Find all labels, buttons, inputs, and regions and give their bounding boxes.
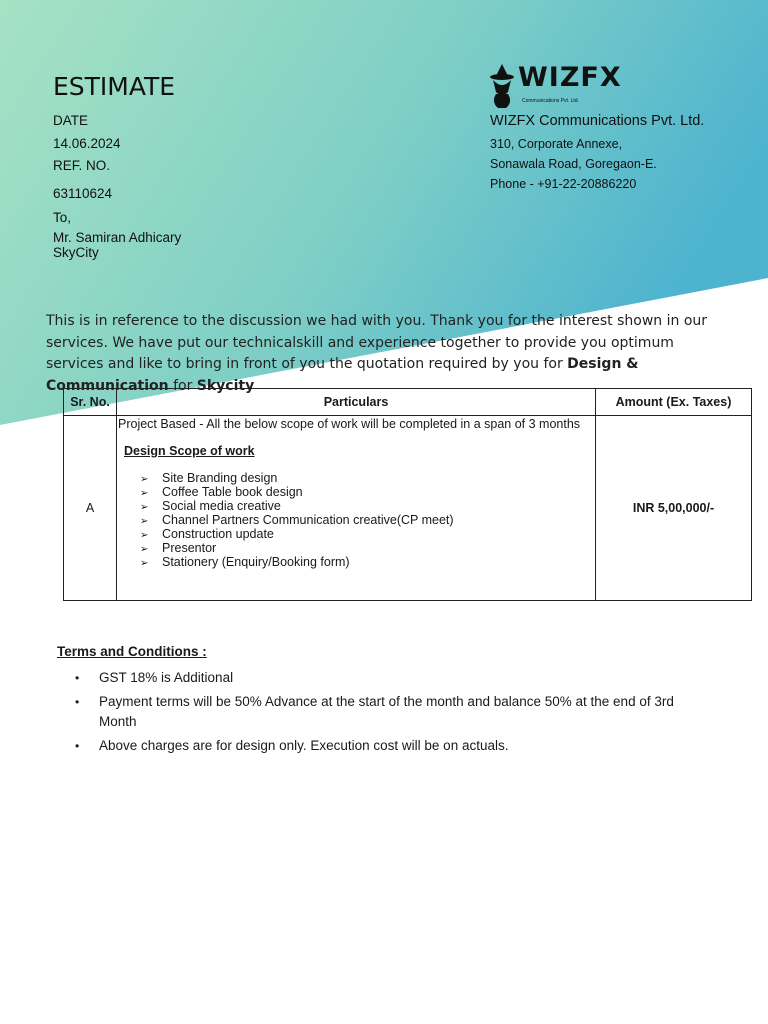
company-logo xyxy=(488,62,622,110)
intro-paragraph xyxy=(46,311,726,397)
company-address-line1: 310, Corporate Annexe, xyxy=(490,137,623,151)
list-item: ➢ Social media creative xyxy=(140,499,281,513)
terms-heading: Terms and Conditions : xyxy=(57,644,207,659)
intro-service: Design & Communication xyxy=(46,356,639,394)
list-item: ➢ Coffee Table book design xyxy=(140,485,303,499)
list-item: ➢ Presentor xyxy=(140,541,217,555)
logo-wordmark: WIZFX xyxy=(518,62,622,93)
document-title: ESTIMATE xyxy=(53,72,176,101)
arrow-bullet-icon: ➢ xyxy=(140,516,149,527)
ref-value: 63110624 xyxy=(53,186,113,201)
list-item: ➢ Stationery (Enquiry/Booking form) xyxy=(140,555,350,569)
scope-title: Design Scope of work xyxy=(124,444,255,458)
arrow-bullet-icon: ➢ xyxy=(140,530,149,541)
recipient-company: SkyCity xyxy=(53,245,99,260)
list-item: • GST 18% is Additional xyxy=(75,668,715,688)
scope-list xyxy=(140,471,595,569)
header-particulars: Particulars xyxy=(117,389,596,416)
bullet-icon: • xyxy=(75,695,80,709)
intro-for-word: for xyxy=(173,377,193,394)
date-value: 14.06.2024 xyxy=(53,136,121,151)
terms-list xyxy=(75,668,715,760)
row-particulars xyxy=(117,416,596,601)
list-item: • Above charges are for design only. Execution cost will be on actuals. xyxy=(75,736,715,756)
header-sr-no: Sr. No. xyxy=(64,389,117,416)
company-name: WIZFX Communications Pvt. Ltd. xyxy=(490,113,705,129)
list-item: ➢ Construction update xyxy=(140,527,274,541)
ref-label: REF. NO. xyxy=(53,158,111,173)
table-header-row xyxy=(64,389,752,416)
table-row xyxy=(64,416,752,601)
header-amount: Amount (Ex. Taxes) xyxy=(596,389,752,416)
company-address-line2: Sonawala Road, Goregaon-E. xyxy=(490,157,657,171)
logo-subtext: Communications Pvt. Ltd. xyxy=(522,98,579,104)
arrow-bullet-icon: ➢ xyxy=(140,474,149,485)
company-phone: Phone - +91-22-20886220 xyxy=(490,177,637,191)
wizard-icon xyxy=(488,62,516,110)
intro-text: This is in reference to the discussion we had with you. Thank you for the interest shown in our services. We have put our technicalskill and experience together to provide you optimum services and like to bring in front of you the quotation required by you for xyxy=(46,313,708,372)
arrow-bullet-icon: ➢ xyxy=(140,488,149,499)
project-description: Project Based - All the below scope of work will be completed in a span of 3 months xyxy=(118,417,581,431)
arrow-bullet-icon: ➢ xyxy=(140,544,149,555)
arrow-bullet-icon: ➢ xyxy=(140,558,149,569)
list-item: ➢ Site Branding design xyxy=(140,471,278,485)
bullet-icon: • xyxy=(75,739,80,753)
estimate-table xyxy=(63,388,752,601)
list-item: • Payment terms will be 50% Advance at the start of the month and balance 50% at the end of 3rd Month xyxy=(75,694,674,729)
arrow-bullet-icon: ➢ xyxy=(140,502,149,513)
row-amount: INR 5,00,000/- xyxy=(596,416,752,601)
date-label: DATE xyxy=(53,113,89,128)
list-item: ➢ Channel Partners Communication creative(CP meet) xyxy=(140,513,454,527)
bullet-icon: • xyxy=(75,671,80,685)
recipient-name: Mr. Samiran Adhicary xyxy=(53,230,182,245)
intro-client: Skycity xyxy=(196,377,255,394)
to-label: To, xyxy=(53,210,72,225)
row-sr-no: A xyxy=(64,416,117,601)
